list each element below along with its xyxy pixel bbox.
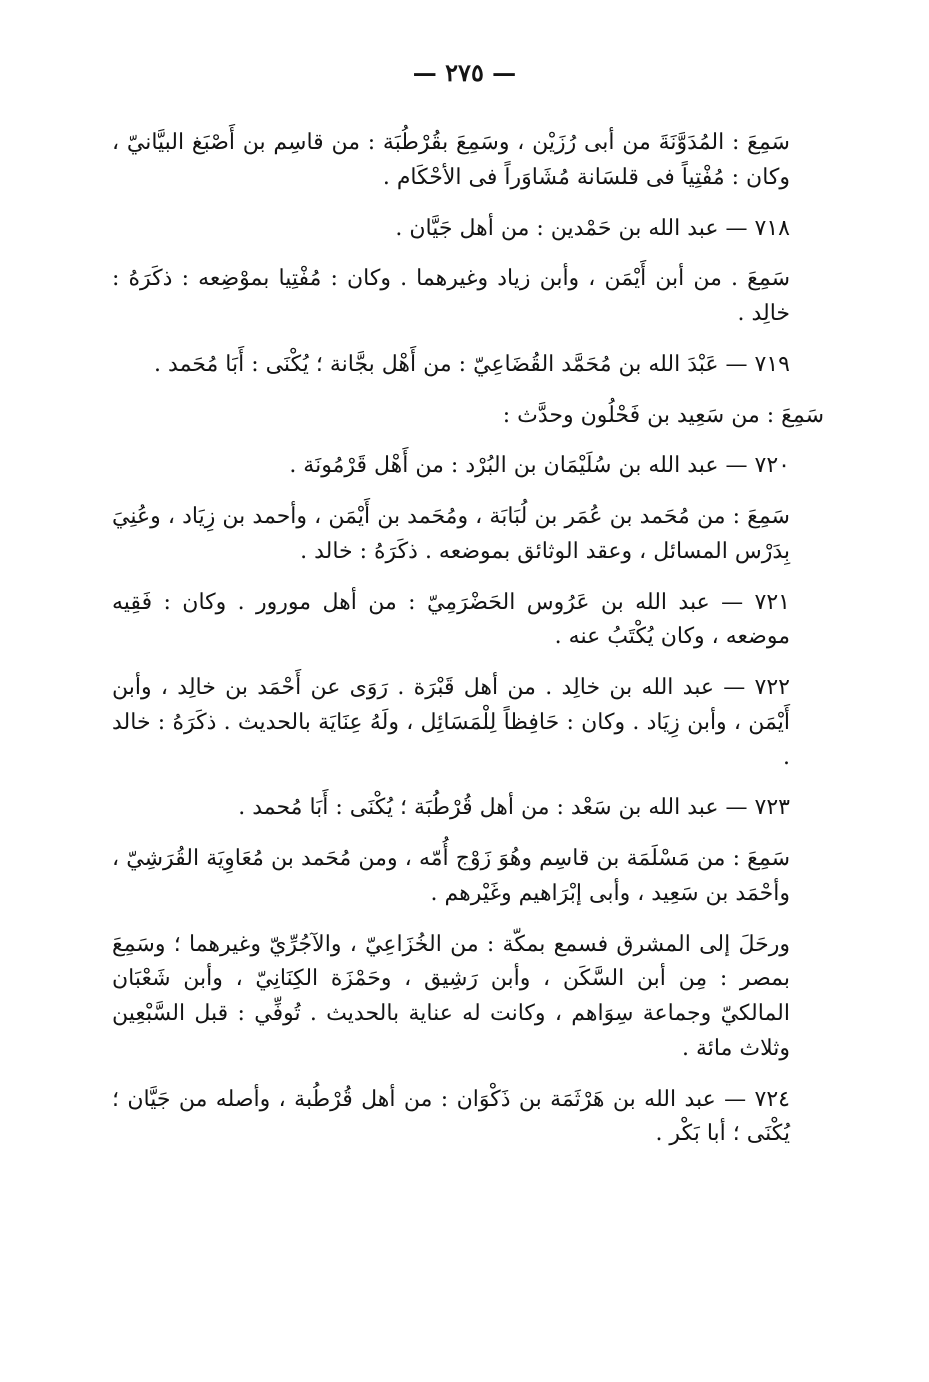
entry-724: ٧٢٤ — عبد الله بن هَرْثَمَة بن ذَكْوَان : من أهل قُرْطُبة ، وأصله من جَيَّان ؛ يُكْنَى ؛ أبا بَكْر . — [112, 1086, 790, 1147]
entry-723: ٧٢٣ — عبد الله بن سَعْد : من أهل قُرْطُبَة ؛ يُكْنَى : أَبَا مُحمد . — [238, 795, 790, 821]
paragraph-720-details: سَمِعَ : من مُحَمد بن عُمَر بن لُبَابَة ، ومُحَمد بن أَيْمَن ، وأحمد بن زِيَاد ، وعُنِيَ بِدَرْس المسائل ، وعقد الوثائق بموضعه . ذكَرَهُ : خالد . — [112, 504, 790, 564]
paragraph-723-details: سَمِعَ : من مَسْلَمَة بن قاسِم وهُوَ زَوْج أُمّه ، ومن مُحَمد بن مُعَاوِيَة القُرَشِيّ ، وأحْمَد بن سَعِيد ، وأبى إبْرَاهيم وغَيْرهم . — [112, 846, 790, 906]
paragraph-723-travel: ورحَلَ إلى المشرق فسمع بمكّة : من الخُزَاعِيّ ، والآجُرِّيّ وغيرهما ؛ وسَمِعَ بمصر : مِن أبن السَّكَن ، وأبن رَشِيق ، وحَمْزَة الكِنَانِيّ ، وأبن شَعْبَان المالكيّ وجماعة سِوَاهم ، وكانت له عناية بالحديث . تُوفِّي : قبل السَّبْعِين وثلاث مائة . — [112, 931, 790, 1061]
page-number: — ٢٧٥ — — [412, 58, 517, 87]
entry-718: ٧١٨ — عبد الله بن حَمْدين : من أهل جَيَّان . — [395, 215, 790, 241]
paragraph-1: سَمِعَ : المُدَوَّنَةَ من أبى رُزَيْن ، وسَمِعَ بقُرْطُبَة : من قاسِم بن أَصْبَغ البيَّانيّ ، وكان : مُفْتِياً فى قلسَانة مُشَاوَراً فى الأحْكَام . — [112, 130, 790, 190]
text-body — [112, 126, 824, 1168]
entry-720: ٧٢٠ — عبد الله بن سُلَيْمَان بن البُرْد : من أَهْل قَرْمُونَة . — [289, 453, 790, 479]
paragraph-719-details: سَمِعَ : من سَعِيد بن فَحْلُون وحدَّث : — [502, 402, 824, 428]
entry-721: ٧٢١ — عبد الله بن عَرُوس الحَضْرَمِيّ : من أهل مورور . وكان : فَقِيه موضعه ، وكان يُكْتَبُ عنه . — [112, 589, 790, 650]
entry-719: ٧١٩ — عَبْدَ الله بن مُحَمَّد القُضَاعِيّ : من أَهْل بجَّانة ؛ يُكْنَى : أَبَا مُحَمد . — [154, 351, 790, 377]
paragraph-718-details: سَمِعَ . من أبن أَيْمَن ، وأبن زياد وغيرهما . وكان : مُفْتِيا بموْضِعه : ذكَرَهُ : خالِد . — [112, 266, 790, 326]
entry-722: ٧٢٢ — عبد الله بن خالِد . من أهل قَبْرَة . رَوَى عن أَحْمَد بن خالِد ، وأبن أَيْمَن ، وأبن زِيَاد . وكان : حَافِظاً لِلْمَسَائِل ، ولَهُ عِنَايَة بالحديث . ذكَرَهُ : خالد . — [112, 675, 790, 770]
